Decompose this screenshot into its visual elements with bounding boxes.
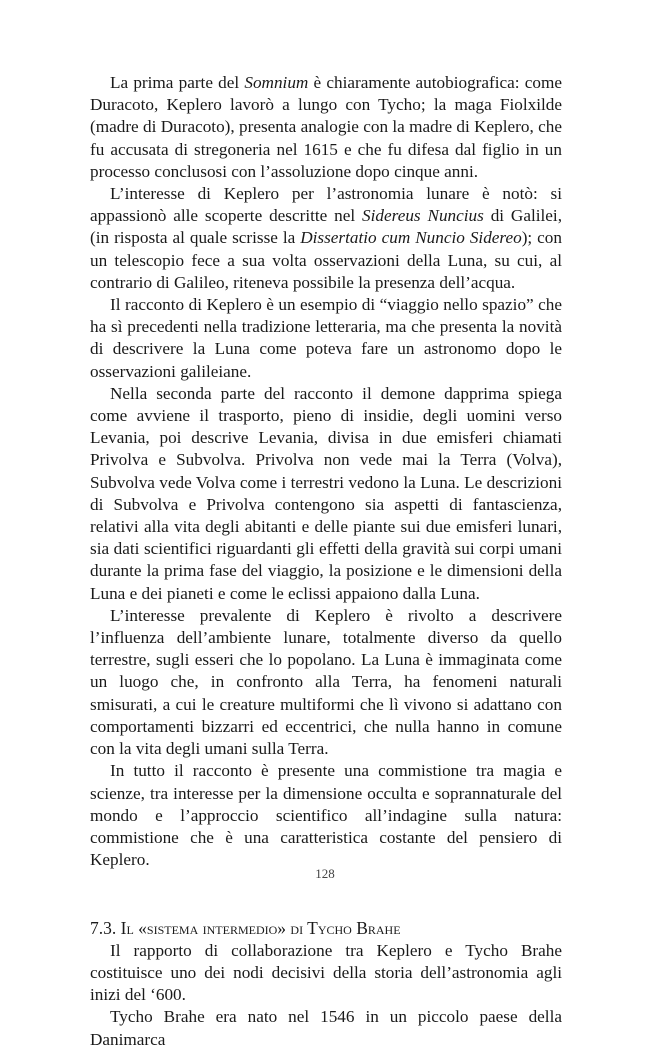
italic-title: Dissertatio cum Nuncio Sidereo: [300, 228, 522, 248]
text-run: ); con un telescopio fece a sua volta osservazioni della Luna, su cui, al contrario di Galileo, riteneva possibile la presenza dell’acqua.: [90, 228, 562, 292]
section-heading: [90, 917, 562, 939]
text-run: L’interesse di Keplero per l’astronomia lunare è notò: si appassionò alle scoperte descritte nel: [90, 184, 562, 226]
text-run: La prima parte del: [110, 73, 245, 92]
paragraph-somnium: [90, 72, 562, 183]
paragraph-tycho-birth: Tycho Brahe era nato nel 1546 in un piccolo paese della Danimarca: [90, 1007, 562, 1049]
section-number: 7.3.: [90, 918, 121, 939]
italic-title: Somnium: [244, 73, 309, 92]
text-run: è chiaramente autobiografica: come Duracoto, Keplero lavorò a lungo con Tycho; la maga Fiolxilde (madre di Duracoto), presenta analogie con la madre di Keplero, che fu accusata di stregoneria nel 1615 e che fu difesa dal figlio in un processo conclusosi con l’assoluzione dopo cinque anni.: [90, 73, 562, 181]
page-number: 128: [315, 866, 335, 881]
body-text: [90, 72, 562, 1051]
paragraph-magic-science: In tutto il racconto è presente una commistione tra magia e scienze, tra interesse per la dimensione occulta e soprannaturale del mondo e l’approccio scientifico all’indagine sulla natura: commistione che è una caratteristica costante del pensiero di Keplero.: [90, 761, 562, 870]
paragraph-journey: Il racconto di Keplero è un esempio di “viaggio nello spazio” che ha sì precedenti nella tradizione letteraria, ma che presenta la novità di descrivere la Luna come poteva fare un astronomo dopo le osservazioni galileiane.: [90, 295, 562, 381]
paragraph-interest: [90, 183, 562, 294]
paragraph-environment: L’interesse prevalente di Keplero è rivolto a descrivere l’influenza dell’ambiente lunare, totalmente diverso da quello terrestre, sugli esseri che lo popolano. La Luna è immaginata come un luogo che, in confronto alla Terra, ha fenomeni naturali smisurati, a cui le creature multiformi che lì vivono si adattano con comportamenti bizzarri ed eccentrici, che nulla hanno in comune con la vita degli umani sulla Terra.: [90, 605, 562, 759]
text-run: di Galilei, (in risposta al quale scrisse la: [90, 206, 562, 248]
paragraph-collaboration: Il rapporto di collaborazione tra Keplero e Tycho Brahe costituisce uno dei nodi decisivi della storia dell’astronomia agli inizi del ‘600.: [90, 940, 562, 1005]
italic-title: Sidereus Nuncius: [362, 206, 484, 226]
section-title: Il «sistema intermedio» di Tycho Brahe: [120, 918, 401, 939]
paragraph-levania: Nella seconda parte del racconto il demone dapprima spiega come avviene il trasporto, pieno di insidie, degli uomini verso Levania, poi descrive Levania, divisa in due emisferi chiamati Privolva e Subvolva. Privolva non vede mai la Terra (Volva), Subvolva vede Volva come i terrestri vedono la Luna. Le descrizioni di Subvolva e Privolva contengono sia aspetti di fantascienza, relativi alla vita degli abitanti e delle piante sui due emisferi lunari, sia dati scientifici riguardanti gli effetti della gravità sui corpi umani durante la prima fase del viaggio, la posizione e le dimensioni della Luna e dei pianeti e come le eclissi appaiono dalla Luna.: [90, 383, 562, 603]
